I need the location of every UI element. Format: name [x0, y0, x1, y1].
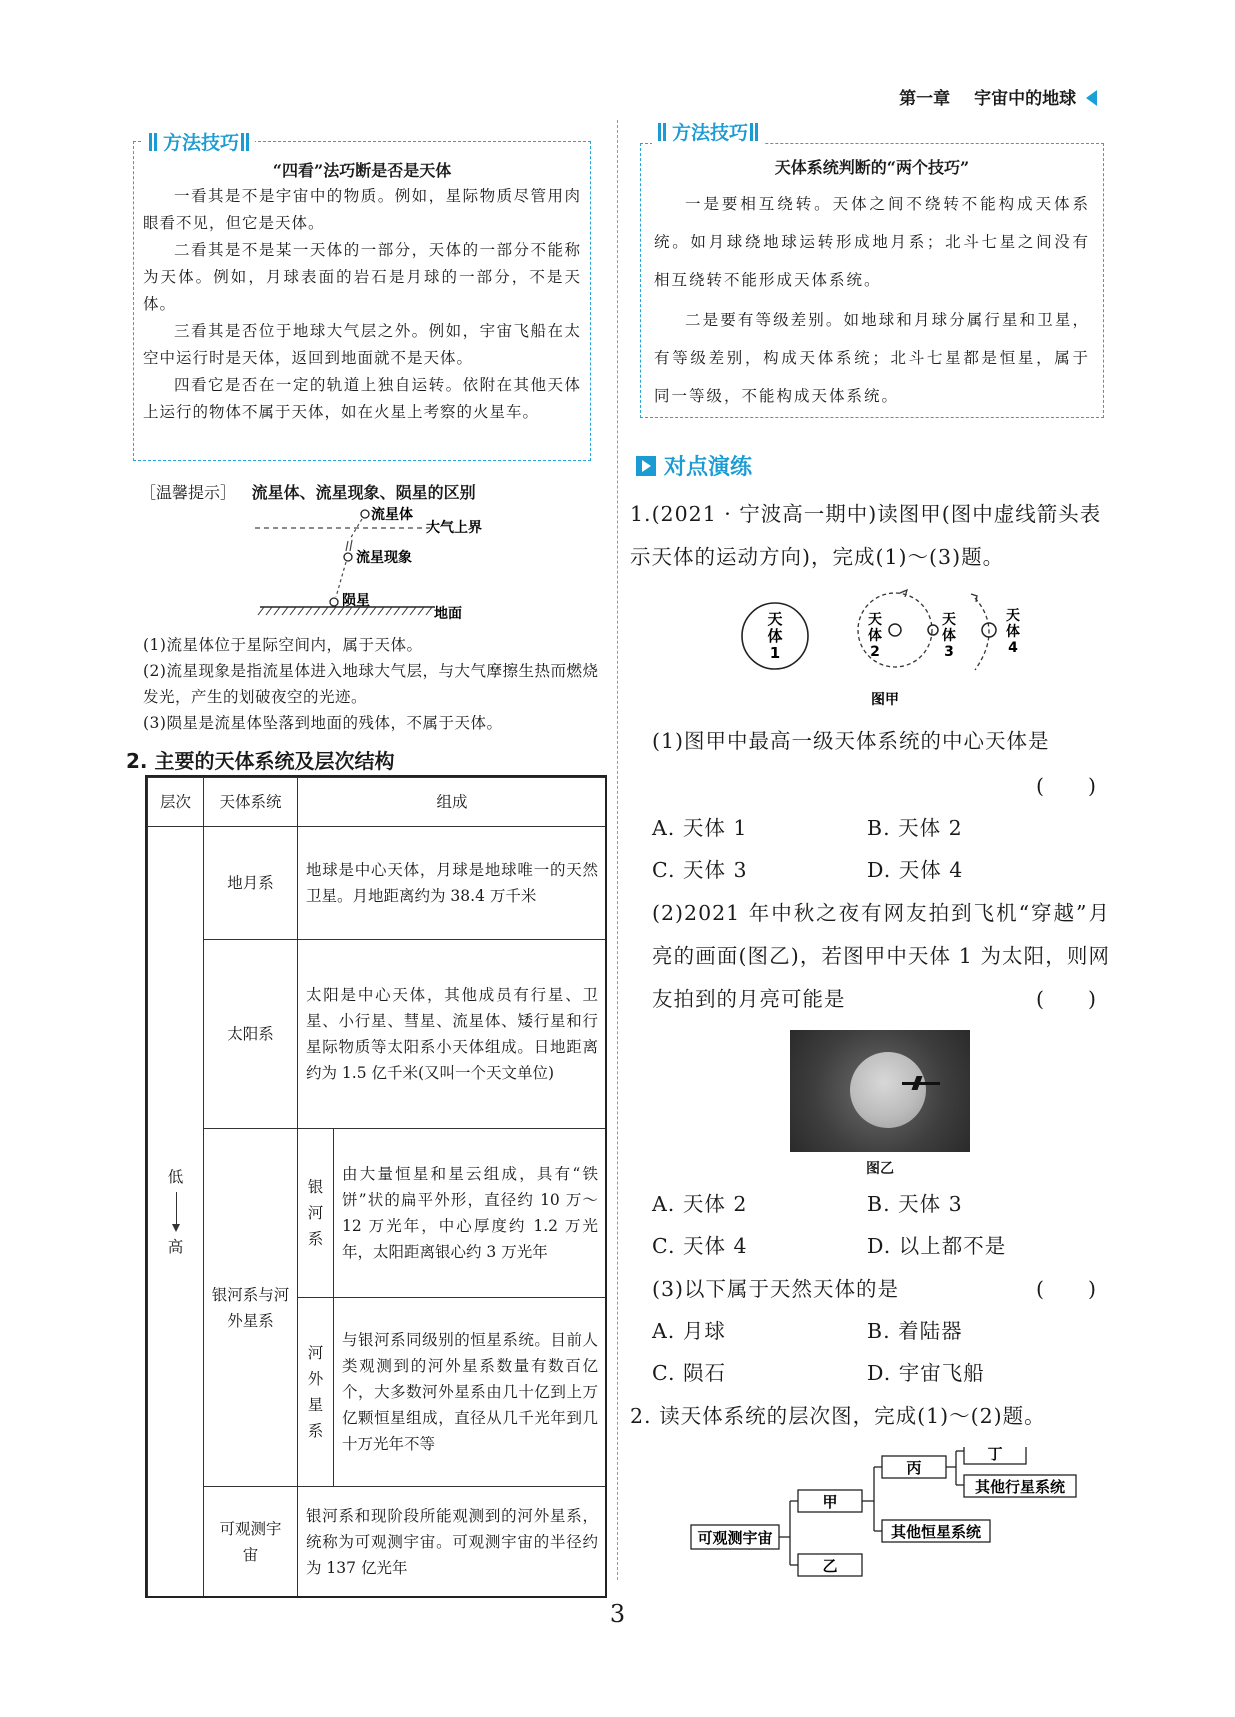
- method-tag-right: 方法技巧: [652, 118, 764, 145]
- option[interactable]: A. 月球: [652, 1319, 726, 1343]
- page-header: [899, 84, 1097, 109]
- option[interactable]: A. 天体 1: [652, 816, 748, 840]
- level-high: 高: [167, 1238, 184, 1256]
- answer-paren: ( ): [1036, 1277, 1097, 1301]
- label-meteor: 流星现象: [356, 550, 412, 566]
- svg-text:3: 3: [944, 644, 954, 660]
- level-cell: [148, 827, 204, 1598]
- option[interactable]: A. 天体 2: [652, 1192, 748, 1216]
- box-ding: 丁: [987, 1447, 1003, 1463]
- figure-b-caption: 图乙: [866, 1161, 894, 1177]
- moon-image: [850, 1052, 926, 1128]
- option[interactable]: D. 宇宙飞船: [867, 1361, 985, 1385]
- svg-text:天: 天: [942, 612, 956, 628]
- svg-text:体: 体: [1006, 624, 1020, 640]
- method-left-para: 二看其是不是某一天体的一部分，天体的一部分不能称为天体。例如，月球表面的岩石是月球的一部分，不是天体。: [143, 241, 581, 313]
- method-left-title: “四看”法巧断是否是天体: [272, 161, 452, 180]
- q1-sub1: (1)图甲中最高一级天体系统的中心天体是: [652, 729, 1050, 753]
- header-level: 层次: [148, 778, 204, 827]
- label-meteorite: 陨星: [342, 593, 370, 609]
- figure-a: [735, 588, 1035, 716]
- option[interactable]: B. 天体 3: [867, 1192, 963, 1216]
- moon-photo: [790, 1030, 970, 1152]
- column-separator: [617, 120, 618, 1580]
- method-right-title: 天体系统判断的“两个技巧”: [774, 158, 970, 177]
- hierarchy-diagram: [690, 1447, 1110, 1585]
- method-left-para: 一看其是不是宇宙中的物质。例如，星际物质尽管用肉眼看不见，但它是天体。: [143, 187, 581, 232]
- method-left-body: [143, 183, 581, 426]
- label-meteoroid: 流星体: [371, 507, 413, 523]
- tip-heading: [140, 480, 476, 503]
- chapter-title: 宇宙中的地球: [974, 89, 1077, 109]
- table-row: [148, 1487, 607, 1598]
- option[interactable]: B. 天体 2: [867, 816, 963, 840]
- method-right-body: [654, 185, 1090, 415]
- system-desc: 银河系和现阶段所能观测到的河外星系，统称为可观测宇宙。可观测宇宙的半径约为 137 亿光年: [298, 1487, 607, 1598]
- sub-system-name: 银河系: [298, 1129, 334, 1298]
- tip-notes: [143, 632, 613, 736]
- section2-title: 2. 主要的天体系统及层次结构: [126, 749, 395, 773]
- header-composition: 组成: [298, 778, 607, 827]
- tip-title: 流星体、流星现象、陨星的区别: [251, 483, 476, 502]
- tip-note: (3)陨星是流星体坠落到地面的残体，不属于天体。: [143, 714, 503, 732]
- body1-label: 天: [767, 610, 783, 628]
- svg-text:天: 天: [868, 612, 882, 628]
- level-low: 低: [167, 1168, 184, 1186]
- q2-stem: 2. 读天体系统的层次图，完成(1)～(2)题。: [630, 1404, 1046, 1428]
- svg-text:4: 4: [1008, 640, 1018, 656]
- celestial-system-table: [147, 777, 607, 1598]
- q1-sub3: (3)以下属于天然天体的是: [652, 1277, 900, 1301]
- q1-stem: 1.(2021 · 宁波高一期中)读图甲(图中虚线箭头表示天体的运动方向)，完成(1)～(3)题。: [630, 502, 1102, 569]
- tip-note: (1)流星体位于星际空间内，属于天体。: [143, 636, 423, 654]
- box-other-star-systems: 其他恒星系统: [890, 1523, 982, 1541]
- box-bing: 丙: [906, 1459, 922, 1477]
- box-observable-universe: 可观测宇宙: [697, 1529, 773, 1547]
- table-row: [148, 827, 607, 940]
- system-desc: 太阳是中心天体，其他成员有行星、卫星、小行星、彗星、流星体、矮行星和行星际物质等太阳系小天体组成。日地距离约为 1.5 亿千米(又叫一个天文单位): [298, 940, 607, 1129]
- play-icon: [636, 456, 656, 476]
- method-right-para: 二是要有等级差别。如地球和月球分属行星和卫星，有等级差别，构成天体系统；北斗七星都是恒星，属于同一等级，不能构成天体系统。: [654, 311, 1090, 405]
- system-name: 太阳系: [204, 940, 298, 1129]
- svg-text:体: 体: [868, 628, 882, 644]
- table-row: [148, 1129, 607, 1298]
- meteor-diagram: [250, 505, 510, 627]
- method-right-para: 一是要相互绕转。天体之间不绕转不能构成天体系统。如月球绕地球运转形成地月系；北斗七星之间没有相互绕转不能形成天体系统。: [654, 195, 1090, 289]
- system-name: 可观测宇宙: [204, 1487, 298, 1598]
- triangle-left-icon: [1086, 90, 1097, 106]
- option[interactable]: C. 陨石: [652, 1361, 726, 1385]
- sub-system-name: 河外星系: [298, 1298, 334, 1487]
- svg-text:2: 2: [870, 644, 880, 660]
- q1-sub2: (2)2021 年中秋之夜有网友拍到飞机“穿越”月亮的画面(图乙)，若图甲中天体 1 为太阳，则网友拍到的月亮可能是: [652, 901, 1110, 1011]
- option[interactable]: B. 着陆器: [867, 1319, 963, 1343]
- option[interactable]: C. 天体 4: [652, 1234, 748, 1258]
- system-name: 地月系: [204, 827, 298, 940]
- box-other-planet-systems: 其他行星系统: [974, 1478, 1066, 1496]
- option[interactable]: D. 天体 4: [867, 858, 964, 882]
- practice-heading: 对点演练: [636, 450, 752, 481]
- method-left-para: 四看它是否在一定的轨道上独自运转。依附在其他天体上运行的物体不属于天体，如在火星上考察的火星车。: [143, 376, 581, 421]
- svg-text:天: 天: [1006, 608, 1020, 624]
- tip-label: ［温馨提示］: [140, 483, 237, 502]
- arrow-down-icon: [149, 1190, 202, 1234]
- figure-a-caption: 图甲: [871, 692, 899, 708]
- tip-note: (2)流星现象是指流星体进入地球大气层，与大气摩擦生热而燃烧发光，产生的划破夜空的光迹。: [143, 662, 599, 706]
- table-header-row: [148, 778, 607, 827]
- answer-paren: ( ): [1036, 774, 1097, 798]
- box-yi: 乙: [822, 1557, 838, 1575]
- system-desc: 由大量恒星和星云组成，具有“铁饼”状的扁平外形，直径约 10 万～12 万光年，中心厚度约 1.2 万光年，太阳距离银心约 3 万光年: [334, 1129, 607, 1298]
- option[interactable]: C. 天体 3: [652, 858, 748, 882]
- label-upper-atmosphere: 大气上界: [426, 520, 482, 536]
- svg-text:1: 1: [769, 644, 781, 662]
- svg-text:体: 体: [767, 627, 783, 645]
- chapter-label: 第一章: [899, 89, 951, 109]
- system-name: 银河系与河外星系: [204, 1129, 298, 1487]
- answer-paren: ( ): [1036, 987, 1097, 1011]
- box-jia: 甲: [822, 1493, 838, 1511]
- option[interactable]: D. 以上都不是: [867, 1234, 1007, 1258]
- system-desc: 与银河系同级别的恒星系统。目前人类观测到的河外星系数量有数百亿个，大多数河外星系由几十亿到上万亿颗恒星组成，直径从几千光年到几十万光年不等: [334, 1298, 607, 1487]
- method-left-para: 三看其是否位于地球大气层之外。例如，宇宙飞船在太空中运行时是天体，返回到地面就不是天体。: [143, 322, 581, 367]
- page-number: 3: [609, 1600, 626, 1628]
- header-system: 天体系统: [204, 778, 298, 827]
- airplane-icon: [902, 1082, 940, 1085]
- table-row: [148, 940, 607, 1129]
- method-tag-left: 方法技巧: [143, 128, 255, 155]
- svg-text:体: 体: [942, 628, 956, 644]
- system-desc: 地球是中心天体，月球是地球唯一的天然卫星。月地距离约为 38.4 万千米: [298, 827, 607, 940]
- label-ground: 地面: [434, 606, 462, 622]
